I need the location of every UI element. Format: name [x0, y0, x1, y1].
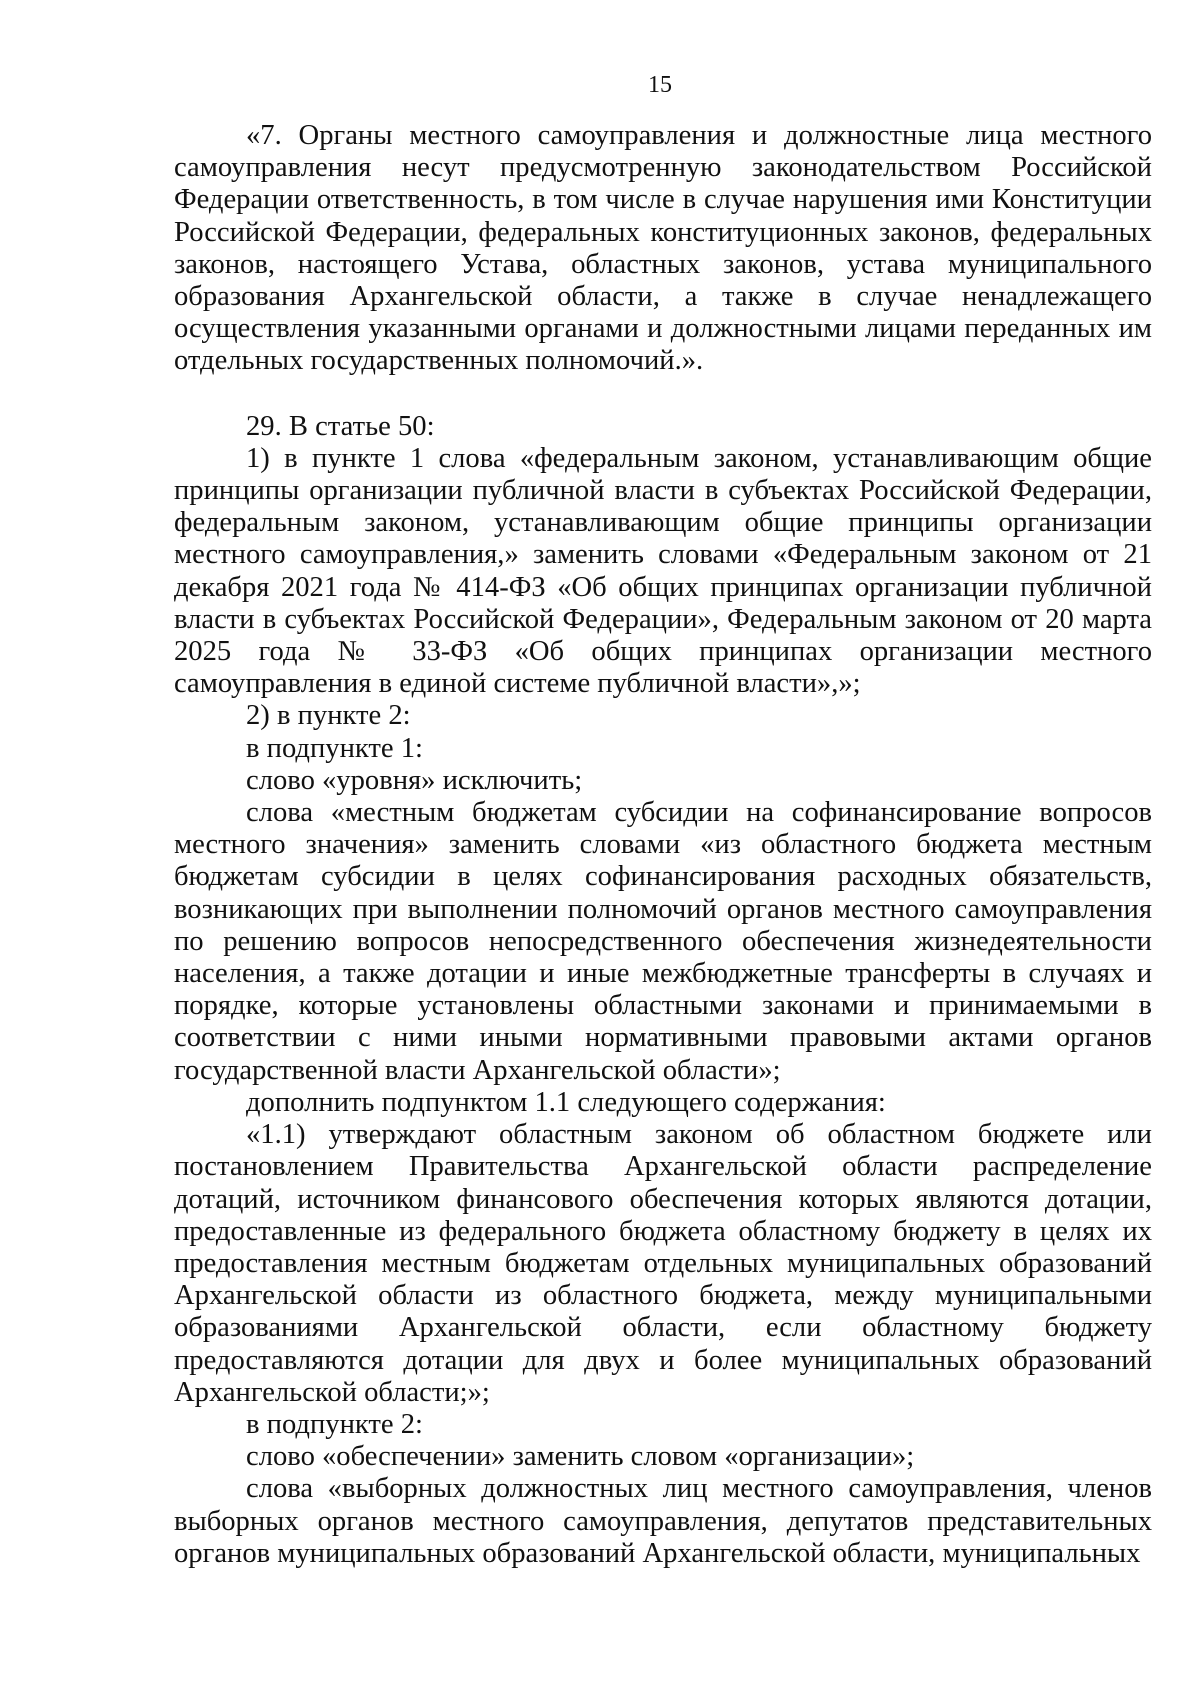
paragraph-words-replacement: слова «местным бюджетам субсидии на софинансирование вопросов местного значения» заменить словами «из областного бюджета местным бюджетам субсидии в целях софинансирования расходных обязательств, возникающих при выполнении полномочий органов местного самоуправления по решению вопросов непосредственного обеспечения жизнедеятельности населения, а также дотации и иные межбюджетные трансферты в случаях и порядке, которые установлены областными законами и принимаемыми в соответствии с ними иными нормативными правовыми актами органов государственной власти Архангельской области»; [174, 797, 1152, 1086]
paragraph-words-elected: слова «выборных должностных лиц местного самоуправления, членов выборных органов местного самоуправления, депутатов представительных органов муниципальных образований Архангельской области, муниципальных [174, 1473, 1152, 1569]
paragraph-subitem-2: 2) в пункте 2: [246, 700, 411, 732]
paragraph-article-7: «7. Органы местного самоуправления и должностные лица местного самоуправления несут предусмотренную законодательством Российской Федерации ответственность, в том числе в случае нарушения ими Конституции Российской Федерации, федеральных конституционных законов, федеральных законов, настоящего Устава, областных законов, устава муниципального образования Архангельской области, а также в случае ненадлежащего осуществления указанными органами и должностными лицами переданных им отдельных государственных полномочий.». [174, 120, 1152, 377]
paragraph-subpoint-1: в подпункте 1: [246, 732, 423, 764]
paragraph-subitem-1: 1) в пункте 1 слова «федеральным законом, устанавливающим общие принципы организации публичной власти в субъектах Российской Федерации, федеральным законом, устанавливающим общие принципы организации местного самоуправления,» заменить словами «Федеральным законом от 21 декабря 2021 года № 414-ФЗ «Об общих принципах организации публичной власти в субъектах Российской Федерации», Федеральным законом от 20 марта 2025 года № 33-ФЗ «Об общих принципах организации местного самоуправления в единой системе публичной власти»,»; [174, 442, 1152, 700]
paragraph-word-exclusion: слово «уровня» исключить; [246, 764, 583, 796]
paragraph-subpoint-1-1: «1.1) утверждают областным законом об областном бюджете или постановлением Правительства Архангельской области распределение дотаций, источником финансового обеспечения которых являются дотации, предоставленные из федерального бюджета областному бюджету в целях их предоставления местным бюджетам отдельных муниципальных образований Архангельской области из областного бюджета, между муниципальными образованиями Архангельской области, если областному бюджету предоставляются дотации для двух и более муниципальных образований Архангельской области;»; [174, 1119, 1152, 1408]
paragraph-add-subpoint: дополнить подпунктом 1.1 следующего содержания: [246, 1086, 886, 1118]
page-number: 15 [648, 72, 672, 98]
paragraph-subpoint-2: в подпункте 2: [246, 1408, 423, 1440]
paragraph-item-29: 29. В статье 50: [246, 410, 435, 442]
document-body [174, 120, 1152, 1570]
paragraph-word-replacement: слово «обеспечении» заменить словом «организации»; [246, 1441, 915, 1473]
